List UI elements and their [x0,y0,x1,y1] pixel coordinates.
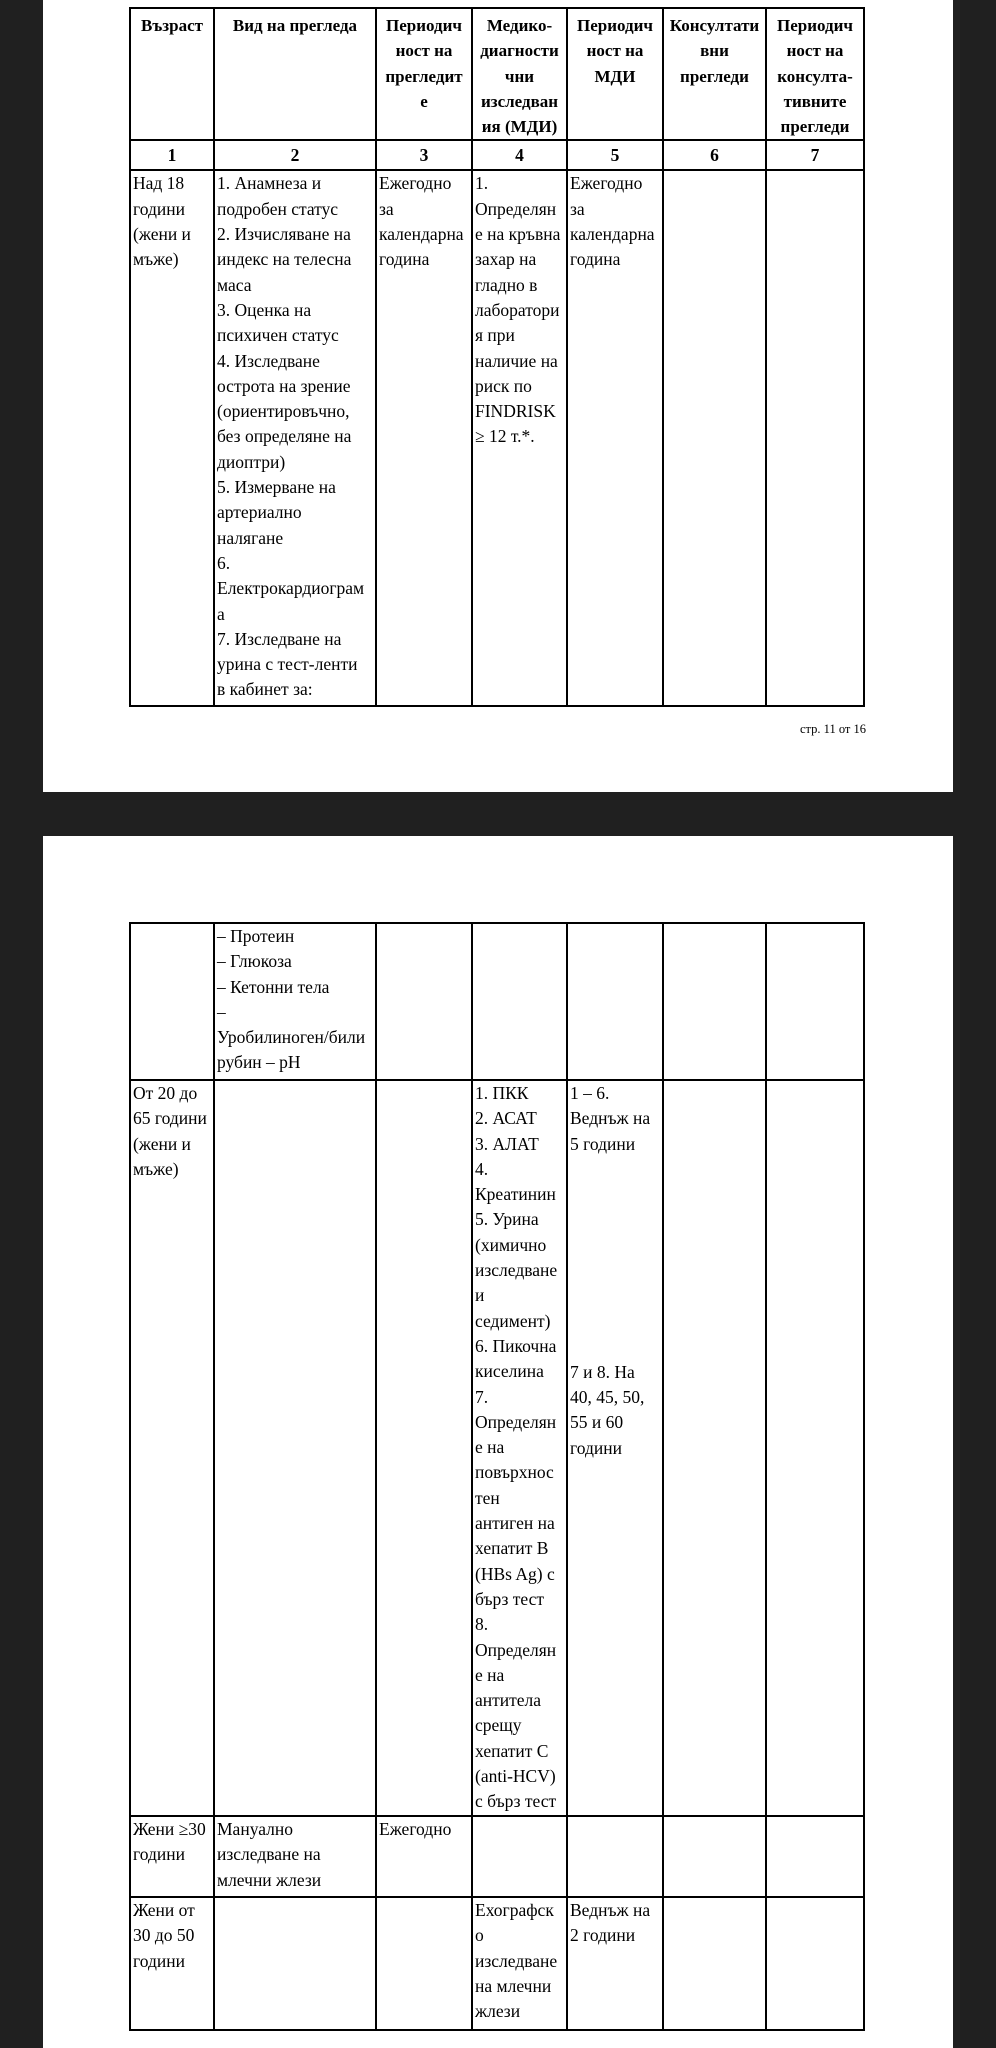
cell-text-line: 7 и 8. На [570,1361,635,1382]
cell-text-line: ия (МДИ) [481,117,558,137]
screening-table-part-1 [129,7,865,707]
cell-text-line: артериално [217,502,302,523]
cell-text-line: Жени ≥30 [133,1819,206,1839]
cell-text-line: Електрокардиограм [217,578,365,599]
cell-text-line: за [379,198,394,219]
exam-periodicity-cell [376,1897,472,2030]
cell-text-line: Веднъж на [570,1108,651,1129]
cell-text-line: година [570,249,621,270]
cell-text-line: От 20 до [133,1083,198,1103]
consultation-cell [663,1816,766,1897]
cell-text-line: 3. АЛАТ [475,1133,539,1154]
cell-text-line: Жени от [133,1900,195,1920]
cell-text-line: Медико- [486,16,553,35]
cell-text-line: консулта- [777,66,853,86]
cell-text-line: 6. [217,552,231,573]
exam-cell [214,923,376,1080]
cell-text-line: прегледи [680,66,749,86]
cell-text-line: диоптри) [217,451,286,472]
cell-text-line: – Протеин [217,926,295,946]
cell-text-line: Консултати [669,16,760,35]
header-mdi [472,8,567,140]
cell-text-line: години [133,198,185,219]
cell-text-line: лаборатори [475,299,560,320]
cell-text-line: – [217,1001,226,1022]
cell-text-line: Креатинин [475,1184,556,1205]
consultation-periodicity-cell [766,1816,864,1897]
cell-text-line: Вид на прегледа [232,16,358,35]
cell-text-line: ност на [586,41,644,61]
cell-text-line: 4. Изследване [217,350,320,371]
exam-cell [214,170,376,706]
mdi-cell [472,1816,567,1897]
column-number: 6 [663,140,766,170]
mdi-periodicity-cell [567,923,663,1080]
cell-text-line: календарна [570,224,655,245]
exam-periodicity-cell [376,923,472,1080]
consultation-periodicity-cell [766,1897,864,2030]
consultation-cell [663,1080,766,1816]
cell-text-line: 40, 45, 50, [570,1387,645,1408]
column-number: 3 [376,140,472,170]
cell-text-line: гладно в [475,274,538,295]
cell-text-line: години [133,1950,185,1971]
cell-text-line: хепатит В [475,1538,549,1559]
cell-text-line: Ежегодно [379,1819,452,1839]
cell-text-line: Определян [475,198,557,219]
cell-text-line: риск по [475,375,532,396]
header-exam-type [214,8,376,140]
cell-text-line: Периодич [385,16,462,35]
table-row [130,1897,864,2030]
cell-text-line: о [475,1925,484,1946]
cell-text-line: 65 години [133,1108,207,1129]
cell-text-line: тивните [783,91,847,111]
cell-text-line: изследване [475,1950,558,1971]
consultation-periodicity-cell [766,923,864,1080]
cell-text-line: без определяне на [217,426,352,447]
cell-text-line: прегледи [780,117,850,137]
cell-text-line: на млечни [475,1975,552,1996]
column-number: 1 [130,140,214,170]
table-row [130,923,864,1080]
cell-text-line: подробен статус [217,198,339,219]
cell-text-line: захар на [475,249,537,270]
column-number: 5 [567,140,663,170]
cell-text-line: изследване на [217,1844,321,1865]
cell-text-line: (anti-HCV) [475,1766,556,1787]
cell-text-line: урина с тест-ленти [217,654,358,675]
cell-text-line: изследване [475,1260,558,1281]
cell-text-line: МДИ [594,66,636,86]
header-mdi-periodicity [567,8,663,140]
cell-text-line: ≥ 12 т.*. [475,426,535,447]
cell-text-line: 55 и 60 [570,1412,624,1433]
cell-text-line: (ориентировъчно, [217,401,350,422]
header-consultation-periodicity [766,8,864,140]
cell-text-line: я при [475,325,515,346]
cell-text-line: а [217,603,225,624]
spacer [570,1157,660,1360]
cell-text-line: 5. Урина [475,1209,539,1230]
mdi-cell [472,923,567,1080]
cell-text-line: индекс на телесна [217,249,352,270]
cell-text-line: (жени и [133,224,191,245]
cell-text-line: чни [504,66,535,86]
cell-text-line: – Кетонни тела [217,976,330,997]
cell-text-line: антитела [475,1690,542,1711]
consultation-cell [663,170,766,706]
cell-text-line: повърхнос [475,1462,554,1483]
cell-text-line: календарна [379,224,464,245]
cell-text-line: Определян [475,1411,557,1432]
header-age [130,8,214,140]
cell-text-line: мъже) [133,1158,179,1179]
cell-text-line: FINDRISK [475,401,556,422]
cell-text-line: Периодич [576,16,653,35]
cell-text-line: ност на [395,41,453,61]
cell-text-line: Възраст [141,16,203,35]
cell-text-line: мъже) [133,249,179,270]
cell-text-line: е на [475,1437,505,1458]
mdi-periodicity-cell [567,1080,663,1816]
table-row [130,1816,864,1897]
column-number: 4 [472,140,567,170]
cell-text-line: хепатит С [475,1740,549,1761]
cell-text-line: 1. [475,173,489,194]
cell-text-line: Мануално [217,1819,293,1839]
cell-text-line: 6. Пикочна [475,1335,557,1356]
age-cell [130,1816,214,1897]
age-cell [130,923,214,1080]
cell-text-line: години [570,1437,622,1458]
cell-text-line: ност на [786,41,844,61]
mdi-cell [472,170,567,706]
mdi-periodicity-7-8 [570,1360,660,1461]
cell-text-line: 7. Изследване на [217,628,342,649]
cell-text-line: 7. [475,1386,489,1407]
cell-text-line: (химично [475,1234,547,1255]
cell-text-line: (жени и [133,1133,191,1154]
cell-text-line: диагности [480,41,559,61]
column-number: 7 [766,140,864,170]
cell-text-line: Веднъж на [570,1900,651,1920]
screening-table-part-2 [129,922,865,2031]
cell-text-line: 1. ПКК [475,1083,529,1103]
cell-text-line: в кабинет за: [217,679,313,700]
cell-text-line: е на [475,1664,505,1685]
mdi-periodicity-cell [567,170,663,706]
cell-text-line: с бърз тест [475,1791,557,1812]
cell-text-line: Ежегодно [570,173,643,194]
cell-text-line: за [570,198,585,219]
exam-cell [214,1080,376,1816]
document-page-2 [43,836,953,2048]
cell-text-line: прегледит [385,66,463,86]
cell-text-line: 1. Анамнеза и [217,173,322,194]
cell-text-line: 30 до 50 [133,1925,195,1946]
cell-text-line: срещу [475,1715,522,1736]
consultation-periodicity-cell [766,170,864,706]
cell-text-line: жлези [475,2001,521,2022]
cell-text-line: 8. [475,1614,489,1635]
cell-text-line: седимент) [475,1310,551,1331]
cell-text-line: 4. [475,1158,489,1179]
exam-cell [214,1897,376,2030]
mdi-periodicity-cell [567,1816,663,1897]
cell-text-line: 2. Изчисляване на [217,224,351,245]
consultation-cell [663,923,766,1080]
consultation-cell [663,1897,766,2030]
exam-cell [214,1816,376,1897]
mdi-cell [472,1080,567,1816]
cell-text-line: 2. АСАТ [475,1108,537,1129]
cell-text-line: млечни жлези [217,1869,322,1890]
header-consultations [663,8,766,140]
cell-text-line: 1 – 6. [570,1083,610,1103]
cell-text-line: бърз тест [475,1588,545,1609]
header-row [130,8,864,140]
cell-text-line: Уробилиноген/били [217,1027,366,1048]
exam-periodicity-cell [376,1816,472,1897]
cell-text-line: налягане [217,527,284,548]
cell-text-line: година [379,249,430,270]
consultation-periodicity-cell [766,1080,864,1816]
cell-text-line: е [420,91,428,111]
cell-text-line: 5 години [570,1133,636,1154]
cell-text-line: Периодич [776,16,853,35]
cell-text-line: изследван [480,91,559,111]
cell-text-line: острота на зрение [217,375,351,396]
age-cell [130,1897,214,2030]
column-number: 2 [214,140,376,170]
cell-text-line: (HBs Ag) с [475,1563,555,1584]
age-cell [130,170,214,706]
cell-text-line: психичен статус [217,325,339,346]
cell-text-line: Ежегодно [379,173,452,194]
cell-text-line: – Глюкоза [217,951,292,972]
table-row [130,1080,864,1816]
header-exam-periodicity [376,8,472,140]
exam-periodicity-cell [376,170,472,706]
cell-text-line: Определян [475,1639,557,1660]
cell-text-line: рубин – pH [217,1052,301,1073]
table-row [130,170,864,706]
cell-text-line: киселина [475,1361,544,1382]
mdi-periodicity-1-6 [570,1081,660,1157]
mdi-periodicity-cell [567,1897,663,2030]
cell-text-line: маса [217,274,252,295]
cell-text-line: 2 години [570,1925,636,1946]
cell-text-line: наличие на [475,350,558,371]
cell-text-line: е на кръвна [475,224,561,245]
column-number-row [130,140,864,170]
cell-text-line: Ехографск [475,1900,554,1920]
document-page-1 [43,0,953,792]
cell-text-line: 5. Измерване на [217,477,336,498]
cell-text-line: Над 18 [133,173,185,194]
cell-text-line: години [133,1844,185,1865]
cell-text-line: 3. Оценка на [217,299,312,320]
mdi-cell [472,1897,567,2030]
cell-text-line: антиген на [475,1513,555,1534]
cell-text-line: вни [700,41,729,61]
exam-periodicity-cell [376,1080,472,1816]
cell-text-line: тен [475,1487,500,1508]
cell-text-line: и [475,1285,485,1306]
page-number: стр. 11 от 16 [800,722,866,736]
age-cell [130,1080,214,1816]
